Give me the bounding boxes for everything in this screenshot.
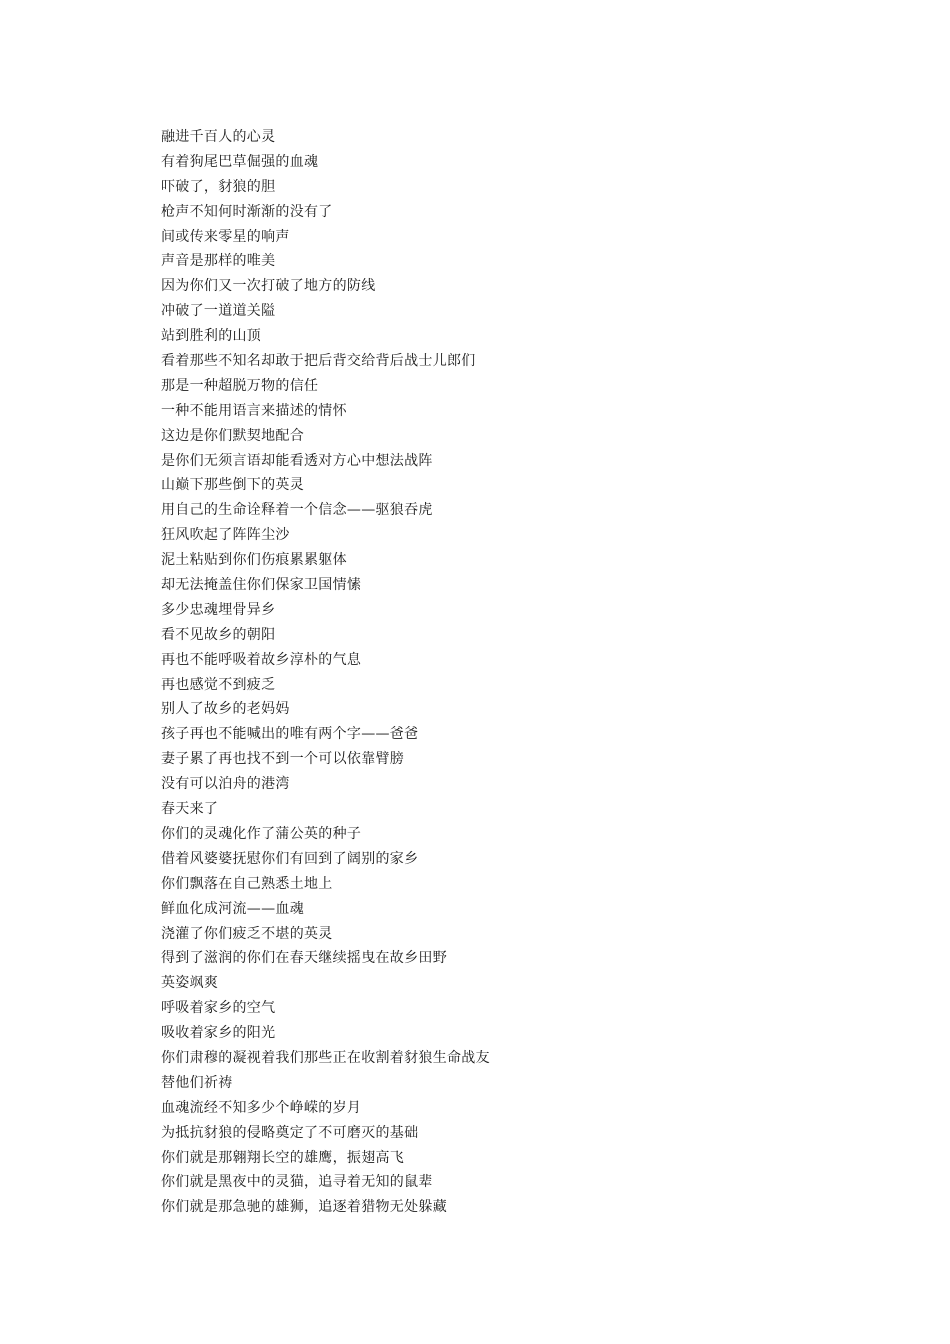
poem-line: 那是一种超脱万物的信任 <box>161 377 319 394</box>
poem-line: 山巅下那些倒下的英灵 <box>161 477 304 494</box>
poem-line: 因为你们又一次打破了地方的防线 <box>161 278 376 295</box>
poem-line: 你们就是黑夜中的灵猫，追寻着无知的鼠辈 <box>161 1174 433 1191</box>
poem-line: 你们肃穆的凝视着我们那些正在收割着豺狼生命战友 <box>161 1049 490 1066</box>
poem-line: 妻子累了再也找不到一个可以依靠臂膀 <box>161 751 405 768</box>
poem-line: 狂风吹起了阵阵尘沙 <box>161 527 290 544</box>
poem-line: 孩子再也不能喊出的唯有两个字——爸爸 <box>161 726 419 743</box>
poem-line: 有着狗尾巴草倔强的血魂 <box>161 153 319 170</box>
poem-line: 你们飘落在自己熟悉土地上 <box>161 875 333 892</box>
poem-line: 没有可以泊舟的港湾 <box>161 776 290 793</box>
poem-line: 声音是那样的唯美 <box>161 253 276 270</box>
poem-line: 借着风婆婆抚慰你们有回到了阔别的家乡 <box>161 850 419 867</box>
poem-line: 你们的灵魂化作了蒲公英的种子 <box>161 825 362 842</box>
poem-line: 你们就是那翱翔长空的雄鹰，振翅高飞 <box>161 1149 405 1166</box>
poem-line: 枪声不知何时渐渐的没有了 <box>161 203 333 220</box>
poem-line: 再也感觉不到疲乏 <box>161 676 276 693</box>
poem-line: 站到胜利的山顶 <box>161 328 262 345</box>
poem-body <box>161 125 861 1220</box>
poem-line: 鲜血化成河流——血魂 <box>161 900 304 917</box>
poem-line: 融进千百人的心灵 <box>161 129 276 145</box>
poem-line: 这边是你们默契地配合 <box>161 427 304 444</box>
poem-line: 一种不能用语言来描述的情怀 <box>161 402 347 419</box>
poem-line: 替他们祈祷 <box>161 1074 233 1091</box>
poem-line: 别人了故乡的老妈妈 <box>161 701 290 718</box>
poem-line: 吸收着家乡的阳光 <box>161 1025 276 1042</box>
poem-line: 得到了滋润的你们在春天继续摇曳在故乡田野 <box>161 950 447 967</box>
poem-line: 却无法掩盖住你们保家卫国情愫 <box>161 577 362 594</box>
poem-line: 你们就是那急驰的雄狮，追逐着猎物无处躲藏 <box>161 1199 447 1216</box>
poem-line: 冲破了一道道关隘 <box>161 303 276 320</box>
poem-line: 为抵抗豺狼的侵略奠定了不可磨灭的基础 <box>161 1124 419 1141</box>
poem-line: 泥土粘贴到你们伤痕累累躯体 <box>161 552 347 569</box>
poem-line: 英姿飒爽 <box>161 975 219 992</box>
poem-line: 血魂流经不知多少个峥嵘的岁月 <box>161 1099 362 1116</box>
poem-line: 看着那些不知名却敢于把后背交给背后战士儿郎们 <box>161 353 476 370</box>
poem-line: 用自己的生命诠释着一个信念——驱狼吞虎 <box>161 502 433 519</box>
poem-line: 再也不能呼吸着故乡淳朴的气息 <box>161 651 362 668</box>
poem-line: 看不见故乡的朝阳 <box>161 626 276 643</box>
poem-line: 浇灌了你们疲乏不堪的英灵 <box>161 925 333 942</box>
poem-line: 春天来了 <box>161 801 219 818</box>
poem-line: 吓破了，豺狼的胆 <box>161 178 276 195</box>
poem-line: 多少忠魂埋骨异乡 <box>161 601 276 618</box>
poem-line: 呼吸着家乡的空气 <box>161 1000 276 1017</box>
poem-line: 是你们无须言语却能看透对方心中想法战阵 <box>161 452 433 469</box>
poem-line: 间或传来零星的响声 <box>161 228 290 245</box>
